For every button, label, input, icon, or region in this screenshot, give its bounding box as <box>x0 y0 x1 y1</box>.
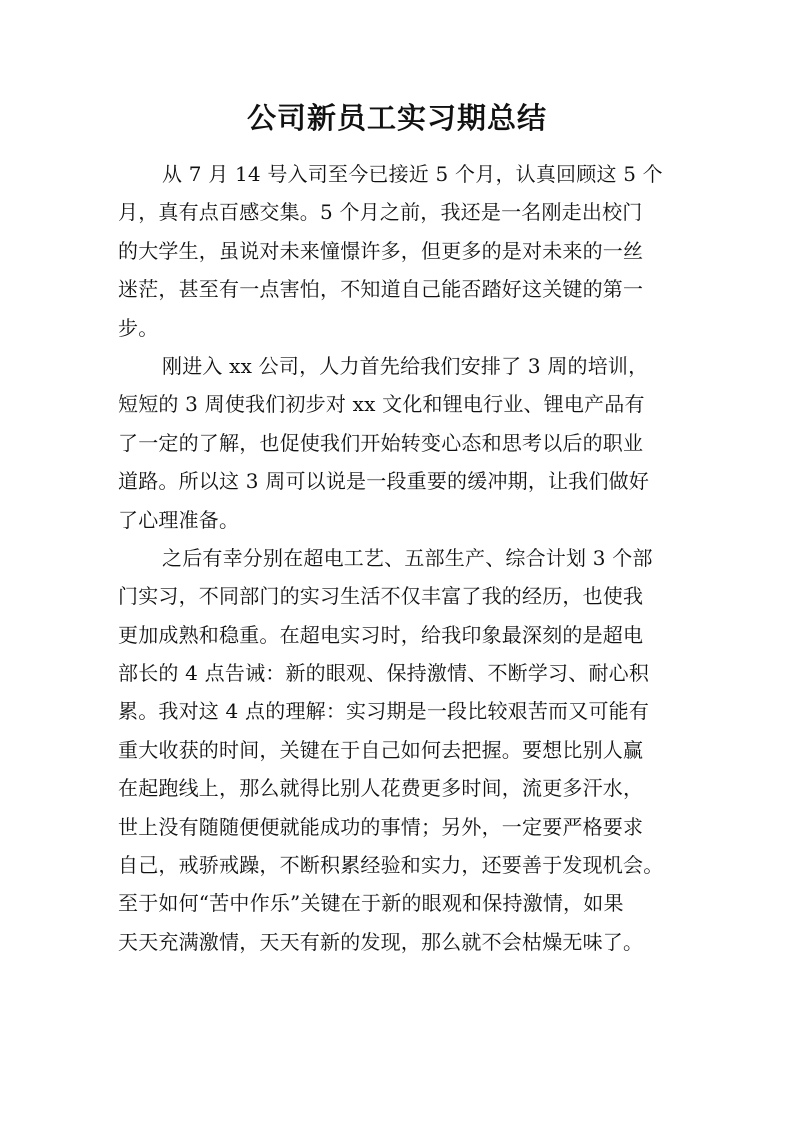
paragraph-line: 在起跑线上，那么就得比别人花费更多时间，流更多汗水， <box>118 776 644 801</box>
paragraph-line: 迷茫，甚至有一点害怕，不知道自己能否踏好这关键的第一 <box>118 277 644 302</box>
paragraph-line: 从 7 月 14 号入司至今已接近 5 个月，认真回顾这 5 个 <box>162 162 663 186</box>
paragraph-line: 刚进入 xx 公司，人力首先给我们安排了 3 周的培训， <box>162 353 649 378</box>
paragraph-line: 自己，戒骄戒躁，不断积累经验和实力，还要善于发现机会。 <box>118 853 664 878</box>
paragraph-line: 了一定的了解，也促使我们开始转变心态和思考以后的职业 <box>118 430 644 455</box>
paragraph-line: 重大收获的时间，关键在于自己如何去把握。要想比别人赢 <box>118 737 644 762</box>
paragraph-line: 至于如何“苦中作乐”关键在于新的眼观和保持激情，如果 <box>118 891 624 916</box>
paragraph-line: 之后有幸分别在超电工艺、五部生产、综合计划 3 个部 <box>162 545 653 570</box>
paragraph-line: 了心理准备。 <box>118 507 240 532</box>
paragraph-line: 道路。所以这 3 周可以说是一段重要的缓冲期，让我们做好 <box>118 469 650 494</box>
paragraph-line: 累。我对这 4 点的理解：实习期是一段比较艰苦而又可能有 <box>118 699 650 724</box>
document-body <box>118 155 698 961</box>
paragraph-line: 短短的 3 周使我们初步对 xx 文化和锂电行业、锂电产品有 <box>118 392 645 417</box>
paragraph-line: 的大学生，虽说对未来憧憬许多，但更多的是对未来的一丝 <box>118 238 644 263</box>
paragraph-line: 月，真有点百感交集。5 个月之前，我还是一名刚走出校门 <box>118 200 643 225</box>
paragraph-line: 门实习，不同部门的实习生活不仅丰富了我的经历，也使我 <box>118 584 644 609</box>
document-title: 公司新员工实习期总结 <box>246 101 547 135</box>
paragraph-line: 更加成熟和稳重。在超电实习时，给我印象最深刻的是超电 <box>118 622 644 647</box>
paragraph-line: 步。 <box>118 315 159 340</box>
paragraph-line: 部长的 4 点告诫：新的眼观、保持激情、不断学习、耐心积 <box>118 661 650 686</box>
paragraph-line: 世上没有随随便便就能成功的事情；另外，一定要严格要求 <box>118 814 644 839</box>
paragraph-line: 天天充满激情，天天有新的发现，那么就不会枯燥无味了。 <box>118 929 644 954</box>
